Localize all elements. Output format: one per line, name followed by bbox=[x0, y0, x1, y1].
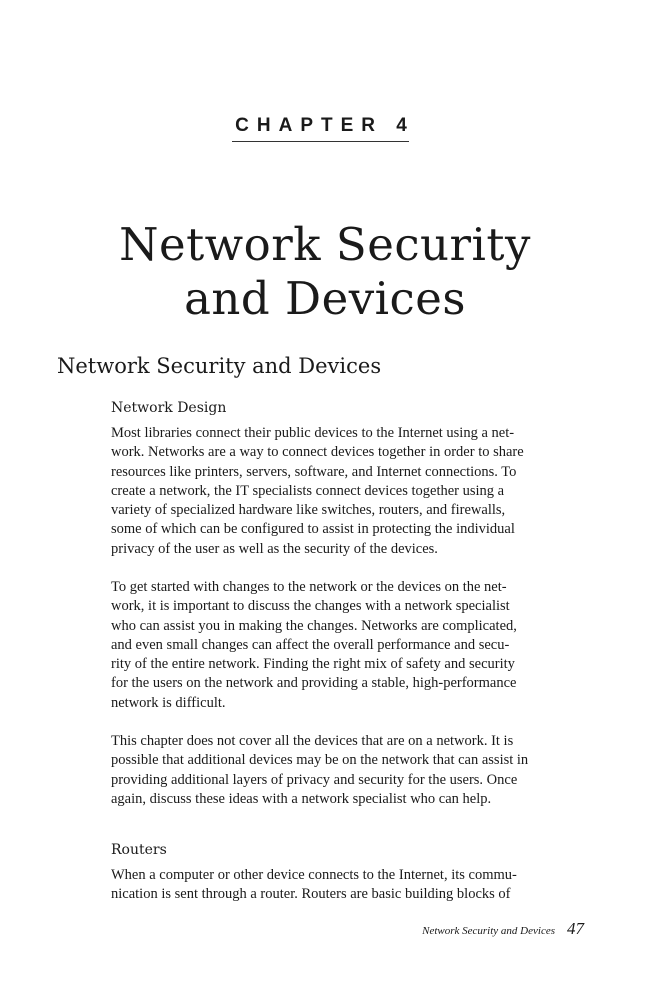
running-title: Network Security and Devices bbox=[422, 925, 555, 937]
text-line: some of which can be configured to assist in protecting the individual bbox=[111, 521, 515, 538]
subheading-routers: Routers bbox=[111, 842, 167, 858]
text-line: possible that additional devices may be on the network that can assist in bbox=[111, 752, 529, 769]
text-line: work, it is important to discuss the changes with a network specialist bbox=[111, 598, 510, 615]
page-footer bbox=[422, 919, 584, 939]
text-line: create a network, the IT specialists connect devices together using a bbox=[111, 482, 505, 499]
text-line: Most libraries connect their public devices to the Internet using a net- bbox=[111, 425, 515, 441]
chapter-title bbox=[0, 218, 650, 326]
text-line: again, discuss these ideas with a network specialist who can help. bbox=[111, 790, 492, 807]
subheading-network-design: Network Design bbox=[111, 400, 227, 416]
text-line: To get started with changes to the network or the devices on the net- bbox=[111, 579, 507, 595]
text-line: network is difficult. bbox=[111, 694, 226, 711]
text-line: providing additional layers of privacy and security for the users. Once bbox=[111, 771, 518, 788]
text-line: who can assist you in making the changes. Networks are complicated, bbox=[111, 617, 517, 634]
chapter-title-line: Network Security bbox=[119, 218, 531, 271]
text-line: variety of specialized hardware like switches, routers, and firewalls, bbox=[111, 502, 506, 519]
chapter-label: CHAPTER 4 bbox=[235, 115, 415, 136]
paragraph-network-design-2 bbox=[111, 578, 586, 713]
chapter-rule bbox=[232, 141, 409, 142]
chapter-title-line: and Devices bbox=[184, 272, 466, 325]
text-line: This chapter does not cover all the devices that are on a network. It is bbox=[111, 733, 514, 749]
text-line: work. Networks are a way to connect devices together in order to share bbox=[111, 444, 524, 461]
section-heading: Network Security and Devices bbox=[57, 354, 382, 378]
paragraph-network-design-3 bbox=[111, 732, 586, 809]
text-line: privacy of the user as well as the security of the devices. bbox=[111, 540, 438, 557]
page-number: 47 bbox=[567, 919, 584, 938]
text-line: nication is sent through a router. Routers are basic building blocks of bbox=[111, 886, 511, 903]
paragraph-routers bbox=[111, 866, 586, 905]
text-line: When a computer or other device connects to the Internet, its commu- bbox=[111, 867, 517, 883]
text-line: rity of the entire network. Finding the right mix of safety and security bbox=[111, 656, 515, 673]
text-line: and even small changes can affect the overall performance and secu- bbox=[111, 636, 510, 653]
paragraph-network-design-1 bbox=[111, 424, 586, 559]
text-line: resources like printers, servers, software, and Internet connections. To bbox=[111, 463, 517, 480]
text-line: for the users on the network and providing a stable, high-performance bbox=[111, 675, 517, 692]
